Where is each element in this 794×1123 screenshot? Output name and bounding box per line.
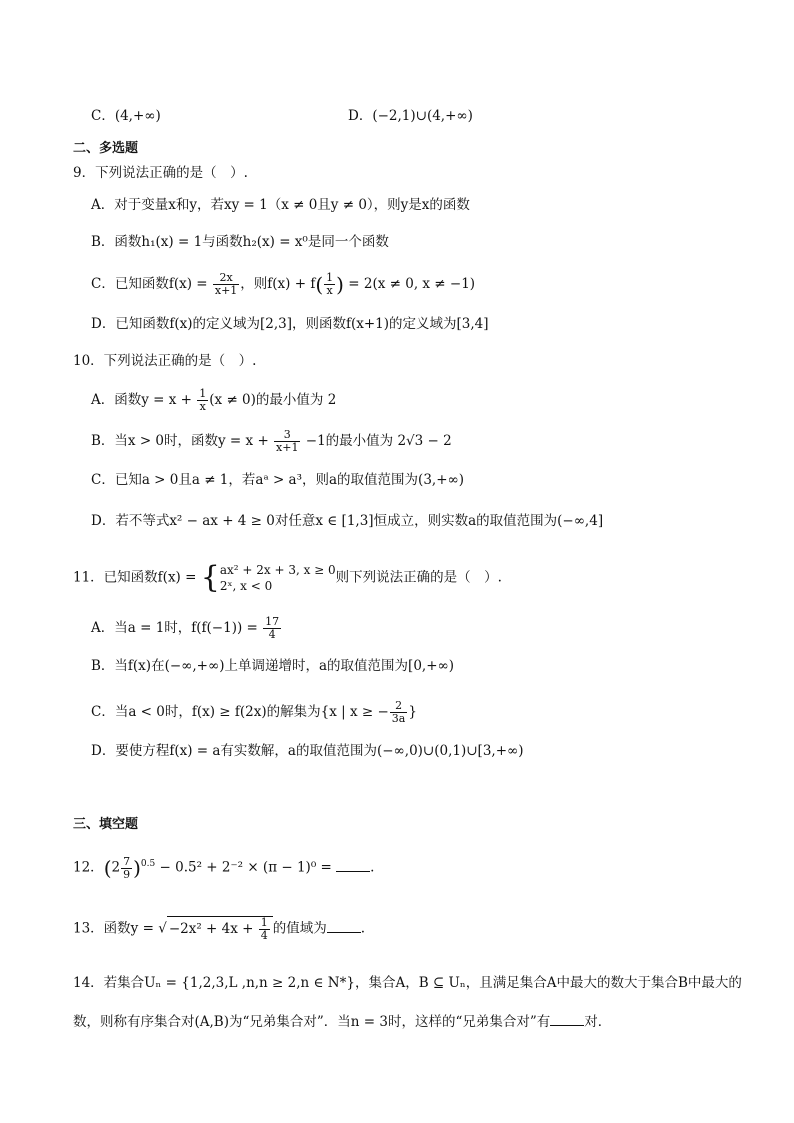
radicand-expression: −2x² + 4x + — [168, 921, 258, 937]
fraction-numerator: 2 — [390, 700, 408, 713]
fraction — [197, 388, 208, 413]
fraction — [390, 700, 408, 725]
fraction-denominator: x+1 — [276, 441, 299, 454]
case-2: 2ˣ, x < 0 — [219, 579, 273, 593]
q10-a-prefix: A．函数y = x + — [91, 392, 197, 408]
q9-c-prefix: C．已知函数f(x) = — [91, 276, 212, 292]
fraction — [213, 272, 239, 297]
q10-stem: 10．下列说法正确的是（ ）. — [73, 353, 257, 369]
fraction-numerator: 1 — [326, 271, 334, 284]
paren-right: ) — [133, 856, 141, 880]
q13-prefix: 13．函数y = — [73, 920, 159, 937]
fraction — [274, 429, 300, 454]
fraction-numerator: 2x — [213, 272, 239, 285]
paren-left: ( — [315, 272, 324, 297]
q12-number: 12． — [73, 859, 104, 876]
fraction — [263, 616, 281, 641]
q10-a-suffix: (x ≠ 0)的最小值为 2 — [209, 392, 337, 408]
fraction — [324, 272, 335, 297]
q9-option-d: D．已知函数f(x)的定义域为[2,3]，则函数f(x+1)的定义域为[3,4] — [91, 316, 489, 332]
answer-blank[interactable] — [327, 918, 361, 933]
q14-line-2-end: 对． — [584, 1014, 612, 1030]
q11-option-a — [91, 616, 282, 641]
brace-left: { — [200, 560, 220, 595]
fraction-numerator: 17 — [265, 615, 280, 628]
q11-option-d: D．要使方程f(x) = a有实数解，a的取值范围为(−∞,0)∪(0,1)∪[3,+∞) — [91, 743, 524, 759]
paren-left: ( — [103, 856, 112, 880]
radicand — [167, 916, 273, 942]
q14-line-2-text: 数，则称有序集合对(A,B)为“兄弟集合对”．当n = 3时，这样的“兄弟集合对”有 — [73, 1014, 551, 1030]
fraction-numerator: 3 — [274, 429, 300, 442]
q12-line — [73, 854, 374, 881]
q14-line-2 — [73, 1011, 611, 1032]
q8-option-d: D．(−2,1)∪(4,+∞) — [348, 108, 473, 124]
q12-mixed-whole: 2 — [111, 859, 121, 876]
q11-stem-suffix: 则下列说法正确的是（ ）. — [335, 569, 502, 586]
q10-option-c: C．已知a > 0且a ≠ 1，若aᵃ > a³，则a的取值范围为(3,+∞) — [91, 472, 465, 488]
q11-c-prefix: C．当a < 0时，f(x) ≥ f(2x)的解集为{x | x ≥ − — [91, 704, 389, 720]
q10-option-b — [91, 429, 452, 454]
q11-option-b: B．当f(x)在(−∞,+∞)上单调递增时，a的取值范围为[0,+∞) — [91, 658, 455, 674]
fraction-denominator: 4 — [268, 628, 276, 641]
q8-option-c: C．(4,+∞) — [91, 108, 161, 124]
fraction-denominator: x — [199, 400, 206, 413]
q12-exponent: 0.5 — [140, 859, 156, 869]
answer-blank[interactable] — [336, 857, 370, 872]
fraction — [121, 856, 132, 881]
q9-option-c — [91, 272, 475, 297]
fraction-denominator: x — [326, 284, 333, 297]
q10-b-suffix: −1的最小值为 2√3 − 2 — [301, 433, 452, 449]
q10-option-a — [91, 388, 336, 413]
sqrt-sign: √ — [158, 920, 167, 937]
q9-c-middle: ，则f(x) + f — [240, 276, 316, 292]
paren-right: ) — [336, 272, 344, 297]
fraction-numerator: 1 — [260, 916, 268, 929]
q11-option-c — [91, 700, 417, 725]
fraction-denominator: 4 — [260, 929, 268, 942]
fraction-numerator: 7 — [123, 854, 131, 868]
q14-line-1: 14．若集合Uₙ = {1,2,3,L ,n,n ≥ 2,n ∈ N*}，集合A，B ⊆ Uₙ，且满足集合A中最大的数大于集合B中最大的 — [73, 975, 742, 991]
piecewise-cases — [220, 562, 336, 594]
q11-c-suffix: } — [408, 704, 417, 720]
q12-expression: − 0.5² + 2⁻² × (π − 1)⁰ = — [155, 859, 337, 876]
case-1: ax² + 2x + 3, x ≥ 0 — [219, 563, 336, 577]
answer-blank[interactable] — [550, 1011, 584, 1026]
q10-b-prefix: B．当x > 0时，函数y = x + — [91, 433, 274, 449]
fraction-denominator: 9 — [123, 867, 131, 881]
section-heading-multiple-choice: 二、多选题 — [73, 141, 139, 156]
fraction-numerator: 1 — [199, 387, 207, 400]
q9-c-suffix: = 2(x ≠ 0, x ≠ −1) — [343, 276, 476, 292]
q11-stem-prefix: 11．已知函数f(x) = — [73, 569, 201, 586]
fraction — [259, 917, 270, 942]
q11-a-prefix: A．当a = 1时，f(f(−1)) = — [91, 620, 263, 636]
section-heading-fill-in: 三、填空题 — [73, 817, 139, 832]
fraction-denominator: x+1 — [214, 284, 238, 297]
q13-suffix: 的值域为 — [272, 920, 327, 937]
q9-option-a: A．对于变量x和y，若xy = 1（x ≠ 0且y ≠ 0），则y是x的函数 — [91, 197, 470, 213]
q9-stem: 9．下列说法正确的是（ ）. — [73, 165, 248, 181]
fraction-denominator: 3a — [391, 712, 406, 725]
q11-stem — [73, 562, 502, 594]
q13-end: . — [360, 920, 366, 937]
q13-line — [73, 916, 365, 942]
q10-option-d: D．若不等式x² − ax + 4 ≥ 0对任意x ∈ [1,3]恒成立，则实数a的取值范围为(−∞,4] — [91, 513, 604, 529]
q12-end: . — [370, 859, 375, 876]
q9-option-b: B．函数h₁(x) = 1与函数h₂(x) = x⁰是同一个函数 — [91, 234, 389, 250]
